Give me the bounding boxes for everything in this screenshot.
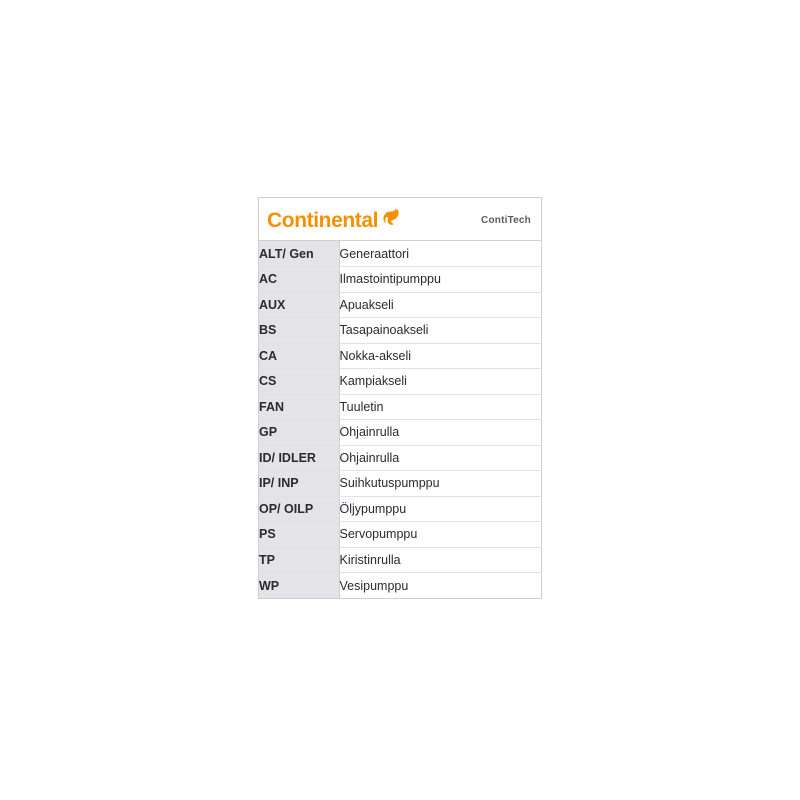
code-cell: CA	[259, 343, 339, 369]
code-cell: ID/ IDLER	[259, 445, 339, 471]
name-cell: Öljypumppu	[339, 496, 541, 522]
contitech-sub-label: ContiTech	[481, 215, 531, 226]
name-cell: Tasapainoakseli	[339, 318, 541, 344]
table-row	[259, 471, 541, 497]
code-cell: AUX	[259, 292, 339, 318]
name-cell: Tuuletin	[339, 394, 541, 420]
name-cell: Servopumppu	[339, 522, 541, 548]
code-cell: AC	[259, 267, 339, 293]
name-cell: Ilmastointipumppu	[339, 267, 541, 293]
table-row	[259, 547, 541, 573]
table-row	[259, 394, 541, 420]
name-cell: Ohjainrulla	[339, 445, 541, 471]
name-cell: Ohjainrulla	[339, 420, 541, 446]
legend-rows	[259, 241, 541, 598]
table-row	[259, 292, 541, 318]
continental-horse-icon	[380, 205, 402, 227]
continental-logo	[267, 208, 402, 230]
code-cell: TP	[259, 547, 339, 573]
name-cell: Generaattori	[339, 241, 541, 267]
code-cell: BS	[259, 318, 339, 344]
name-cell: Apuakseli	[339, 292, 541, 318]
code-cell: OP/ OILP	[259, 496, 339, 522]
code-cell: ALT/ Gen	[259, 241, 339, 267]
name-cell: Suihkutuspumppu	[339, 471, 541, 497]
table-row	[259, 573, 541, 599]
name-cell: Nokka-akseli	[339, 343, 541, 369]
brand-wordmark: Continental	[267, 208, 379, 232]
code-cell: GP	[259, 420, 339, 446]
table-row	[259, 420, 541, 446]
table-row	[259, 267, 541, 293]
name-cell: Kampiakseli	[339, 369, 541, 395]
code-cell: IP/ INP	[259, 471, 339, 497]
code-cell: CS	[259, 369, 339, 395]
table-row	[259, 369, 541, 395]
table-row	[259, 522, 541, 548]
name-cell: Kiristinrulla	[339, 547, 541, 573]
table-row	[259, 445, 541, 471]
code-cell: WP	[259, 573, 339, 599]
abbreviation-legend-table	[258, 197, 542, 599]
code-cell: PS	[259, 522, 339, 548]
table-row	[259, 241, 541, 267]
table-row	[259, 318, 541, 344]
table-row	[259, 496, 541, 522]
code-cell: FAN	[259, 394, 339, 420]
name-cell: Vesipumppu	[339, 573, 541, 599]
legend-header	[259, 198, 541, 241]
table-row	[259, 343, 541, 369]
